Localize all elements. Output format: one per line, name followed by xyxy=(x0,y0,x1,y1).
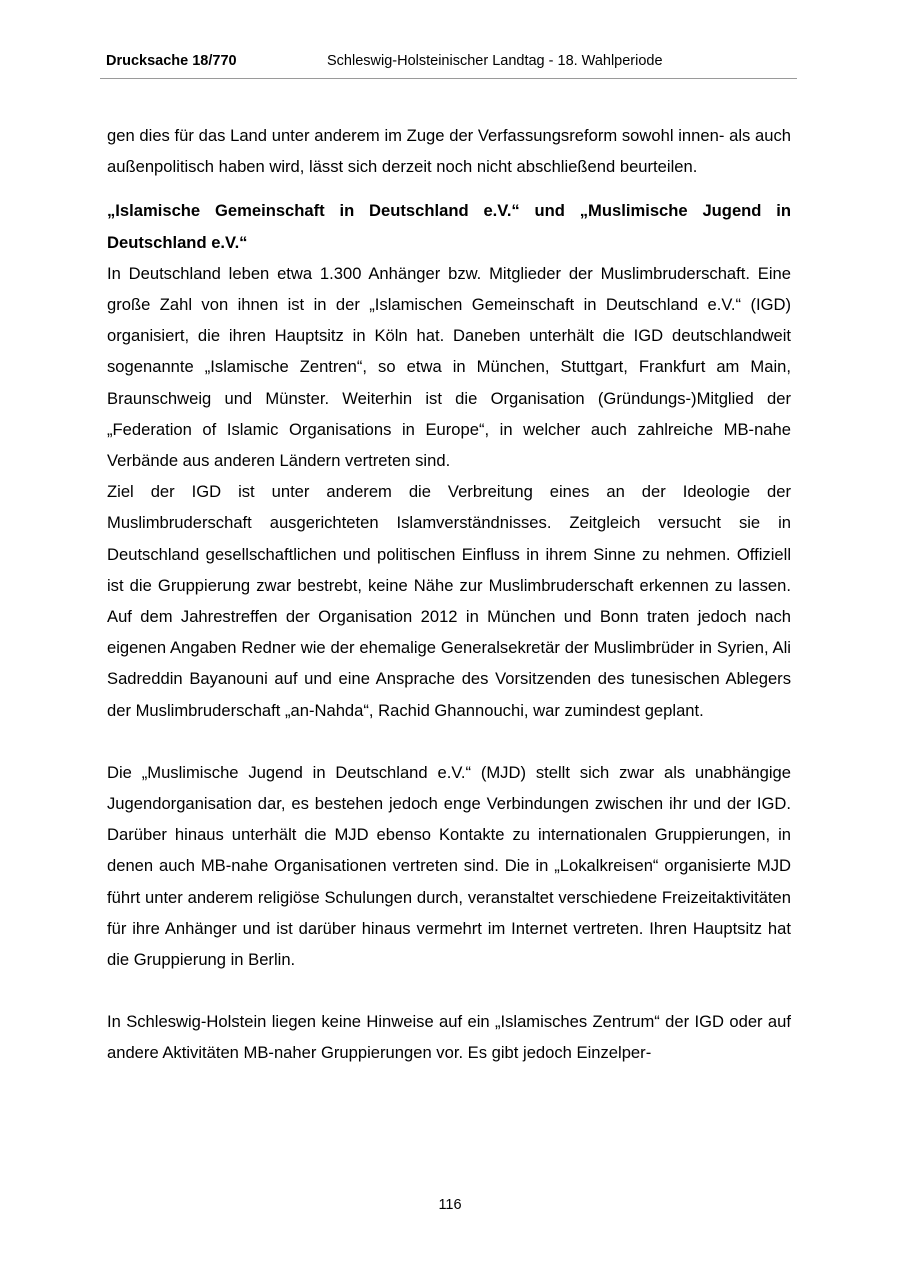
paragraph-schleswig-holstein: In Schleswig-Holstein liegen keine Hinweise auf ein „Islamisches Zentrum“ der IGD oder auf andere Aktivitäten MB-naher Gruppierungen vor. Es gibt jedoch Einzelper- xyxy=(107,1012,791,1063)
document-number: Drucksache 18/770 xyxy=(106,53,237,69)
paragraph-intro: gen dies für das Land unter anderem im Zuge der Verfassungsreform sowohl innen- als auch außenpolitisch haben wird, lässt sich derzeit noch nicht abschließend beurteilen. xyxy=(107,126,791,177)
parliament-title: Schleswig-Holsteinischer Landtag - 18. Wahlperiode xyxy=(327,53,663,69)
page-number: 116 xyxy=(438,1197,462,1213)
section-heading: „Islamische Gemeinschaft in Deutschland e.V.“ und „Muslimische Jugend in Deutschland e.V.“ xyxy=(107,201,791,252)
paragraph-mjd: Die „Muslimische Jugend in Deutschland e.V.“ (MJD) stellt sich zwar als unabhängige Jugendorganisation dar, es bestehen jedoch enge Verbindungen zwischen ihr und der IGD. Darüber hinaus unterhält die MJD ebenso Kontakte zu internationalen Gruppierungen, in denen auch MB-nahe Organisationen vertreten sind. Die in „Lokalkreisen“ organisierte MJD führt unter anderem religiöse Schulungen durch, veranstaltet verschiedene Freizeitaktivitäten für ihre Anhänger und ist darüber hinaus vermehrt im Internet vertreten. Ihren Hauptsitz hat die Gruppierung in Berlin. xyxy=(107,762,791,970)
document-body xyxy=(107,120,791,1069)
page-header xyxy=(100,50,797,79)
paragraph-igd-goals: Ziel der IGD ist unter anderem die Verbreitung eines an der Ideologie der Muslimbruderschaft ausgerichteten Islamverständnisses. Zeitgleich versucht sie in Deutschland gesellschaftlichen und politischen Einfluss in ihrem Sinne zu nehmen. Offiziell ist die Gruppierung zwar bestrebt, keine Nähe zur Muslimbruderschaft erkennen zu lassen. Auf dem Jahrestreffen der Organisation 2012 in München und Bonn traten jedoch nach eigenen Angaben Redner wie der ehemalige Generalsekretär der Muslimbrüder in Syrien, Ali Sadreddin Bayanouni auf und eine Ansprache des Vorsitzenden des tunesischen Ablegers der Muslimbruderschaft „an-Nahda“, Rachid Ghannouchi, war zumindest geplant. xyxy=(107,482,791,720)
paragraph-igd-members: In Deutschland leben etwa 1.300 Anhänger bzw. Mitglieder der Muslimbruderschaft. Eine große Zahl von ihnen ist in der „Islamischen Gemeinschaft in Deutschland e.V.“ (IGD) organisiert, die ihren Hauptsitz in Köln hat. Daneben unterhält die IGD deutschlandweit sogenannte „Islamische Zentren“, so etwa in München, Stuttgart, Frankfurt am Main, Braunschweig und Münster. Weiterhin ist die Organisation (Gründungs-)Mitglied der „Federation of Islamic Organisations in Europe“, in welcher auch zahlreiche MB-nahe Verbände aus anderen Ländern vertreten sind. xyxy=(107,263,791,471)
